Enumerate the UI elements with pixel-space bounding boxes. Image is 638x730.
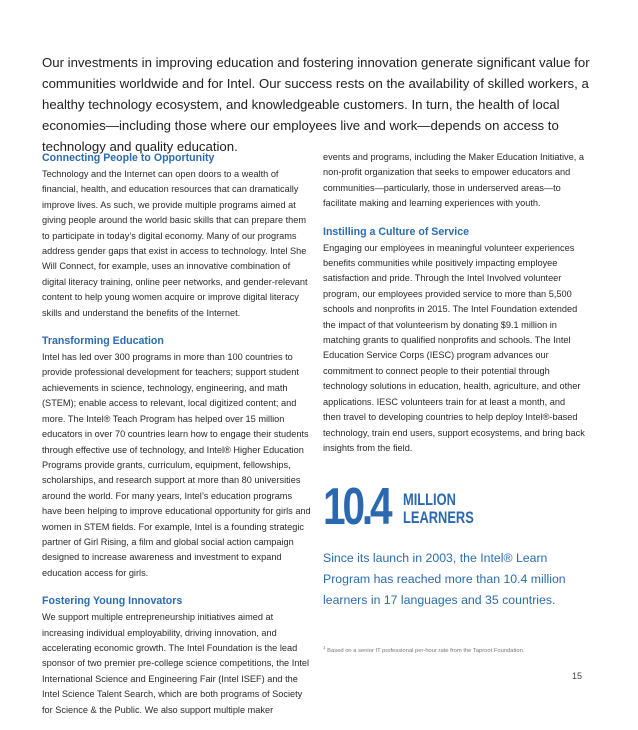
section-connecting bbox=[42, 150, 314, 321]
section-body-transforming: Intel has led over 300 programs in more than 100 countries to provide professional development for teachers; support student achievements in science, technology, engineering, and math (STEM); enable access to relevant, local digitized content; and more. The Intel® Teach Program has helped over 15 million educators in over 70 countries learn how to engage their students through effective use of technology, and Intel® Higher Education Programs provide grants, curriculum, equipment, fellowships, scholarships, and research support at more than 80 universities around the world. For many years, Intel’s education programs have been helping to improve educational opportunity for girls and women in STEM fields. For example, Intel is a founding strategic partner of Girl Rising, a film and global social action campaign designed to increase awareness and investment to expand education access for girls. bbox=[42, 352, 311, 578]
right-column bbox=[323, 150, 585, 468]
section-body-connecting: Technology and the Internet can open doors to a wealth of financial, health, and education resources that can dramatically improve lives. As such, we provide multiple programs aimed at giving people around the world basic skills that can prepare them to participate in today’s digital economy. Many of our programs address gender gaps that exist in access to technology. Intel She Will Connect, for example, uses an innovative combination of digital literacy training, online peer networks, and gender-relevant content to help young women acquire or improve digital literacy skills and understand the benefits of the Internet. bbox=[42, 169, 308, 318]
intro-text: Our investments in improving education and fostering innovation generate significant value for communities worldwide and for Intel. Our success rests on the availability of skilled workers, a healthy technology ecosystem, and knowledgeable customers. In turn, the health of local economies—including those where our employees live and work—depends on access to technology and quality education. bbox=[42, 55, 590, 154]
stat-number: 10.4 bbox=[323, 478, 390, 536]
stat-label bbox=[403, 491, 474, 527]
section-fostering bbox=[42, 593, 314, 718]
stat-block bbox=[323, 480, 585, 540]
footnote-mark: 1 bbox=[323, 645, 326, 650]
callout-text: Since its launch in 2003, the Intel® Learn Program has reached more than 10.4 million learners in 17 languages and 35 countries. bbox=[323, 551, 566, 607]
footnote bbox=[323, 644, 593, 655]
section-continued bbox=[323, 150, 585, 212]
section-body-fostering: We support multiple entrepreneurship initiatives aimed at increasing individual employability, driving innovation, and accelerating economic growth. The Intel Foundation is the lead sponsor of two premier pre-college science competitions, the Intel International Science and Engineering Fair (Intel ISEF) and the Intel Science Talent Search, which are both programs of Society for Science & the Public. We also support multiple maker bbox=[42, 612, 310, 715]
section-title-connecting: Connecting People to Opportunity bbox=[42, 152, 215, 164]
section-body-continued: events and programs, including the Maker Education Initiative, a non-profit organization that seeks to empower educators and communities—particularly, those in underserved areas—to facilitate making and learning experiences with youth. bbox=[323, 152, 584, 209]
section-instilling bbox=[323, 224, 585, 457]
stat-label-line2: LEARNERS bbox=[403, 509, 474, 527]
section-title-fostering: Fostering Young Innovators bbox=[42, 595, 183, 608]
stat-label-line1: MILLION bbox=[403, 491, 456, 509]
footnote-text: Based on a senior IT professional per-hour rate from the Taproot Foundation. bbox=[327, 647, 525, 654]
left-column bbox=[42, 150, 314, 730]
callout bbox=[323, 548, 585, 611]
page-number: 15 bbox=[572, 671, 583, 681]
intro-paragraph bbox=[42, 52, 602, 157]
section-title-transforming: Transforming Education bbox=[42, 335, 164, 348]
section-body-instilling: Engaging our employees in meaningful volunteer experiences benefits communities while positively impacting employee satisfaction and pride. Through the Intel Involved volunteer program, our employees provided service to more than 5,500 schools and nonprofits in 2015. The Intel Foundation extended the impact of that volunteerism by donating $9.1 million in matching grants to qualified nonprofits and schools. The Intel Education Service Corps (IESC) program advances our commitment to connect people to their potential through technology solutions in education, health, agriculture, and other applications. IESC volunteers train for at least a month, and then travel to developing countries to help deploy Intel®-based technology, train end users, support ecosystems, and bring back insights from the field. bbox=[323, 242, 585, 453]
section-title-instilling: Instilling a Culture of Service bbox=[323, 225, 469, 238]
section-transforming bbox=[42, 333, 314, 581]
